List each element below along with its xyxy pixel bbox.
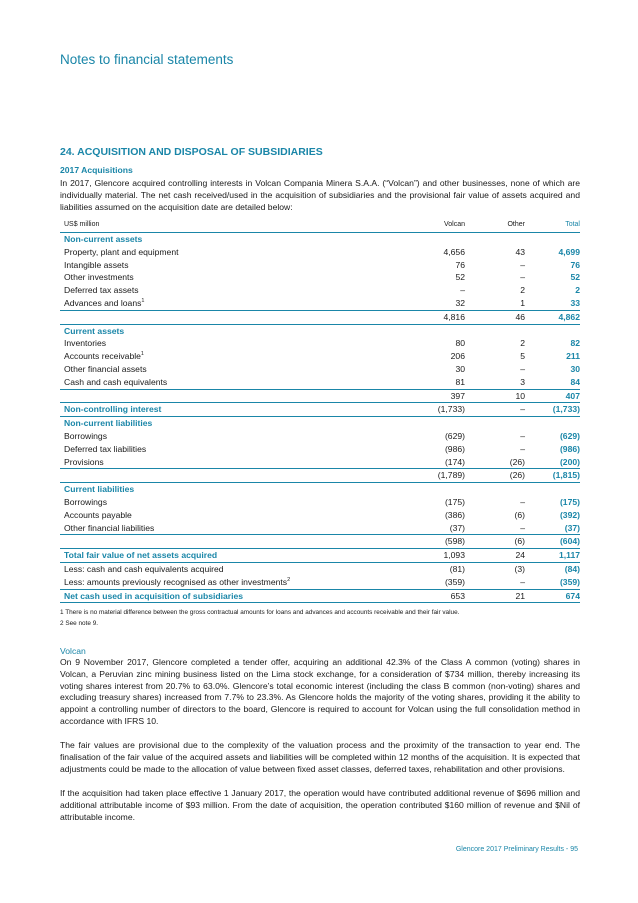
row-label-text: Other investments — [64, 272, 134, 283]
table-row — [60, 496, 580, 509]
row-label-text: Intangible assets — [64, 259, 129, 270]
row-label — [60, 233, 360, 246]
footnote: 1 There is no material difference between the gross contractual amounts for loans and advances and accounts receivable and their fair value. — [60, 609, 460, 616]
section-subhead: 2017 Acquisitions — [60, 165, 133, 175]
row-label — [60, 509, 360, 522]
row-label — [60, 337, 360, 350]
table-body — [60, 233, 580, 603]
table-row — [60, 509, 580, 522]
cell-total: 407 — [525, 389, 580, 403]
row-label — [60, 363, 360, 376]
cell-total: 1,117 — [525, 549, 580, 563]
row-label-text: Current liabilities — [64, 484, 135, 495]
footnote: 2 See note 9. — [60, 619, 99, 627]
cell-other: – — [520, 272, 525, 283]
cell-total: (629) — [559, 430, 580, 441]
table-row — [60, 310, 580, 324]
section-title: 24. ACQUISITION AND DISPOSAL OF SUBSIDIARIES — [60, 146, 323, 158]
cell-total: (604) — [525, 535, 580, 549]
cell-total — [525, 324, 580, 337]
cell-volcan: (174) — [444, 456, 465, 467]
cell-other: – — [520, 522, 525, 533]
column-header-label: US$ million — [60, 218, 360, 233]
cell-volcan: (629) — [444, 430, 465, 441]
cell-other: 5 — [520, 351, 525, 362]
cell-volcan: 76 — [455, 259, 465, 270]
page-header-title: Notes to financial statements — [60, 52, 234, 67]
cell-other: 10 — [465, 389, 525, 403]
cell-other: (26) — [509, 456, 525, 467]
cell-total: (359) — [559, 576, 580, 587]
volcan-paragraph: If the acquisition had taken place effective 1 January 2017, the operation would have contributed additional revenue of $696 million and additional attributable income of $93 million. From the date of acquisition, the operation contributed $160 million of revenue and $Nil of attributable income. — [60, 788, 580, 822]
cell-total — [525, 233, 580, 246]
cell-volcan: 4,656 — [443, 246, 465, 257]
cell-other — [465, 324, 525, 337]
acquisition-table — [60, 218, 580, 603]
cell-total: (986) — [559, 443, 580, 454]
row-label-text: Inventories — [64, 338, 107, 349]
row-label-text: Current assets — [64, 325, 125, 336]
cell-volcan: – — [460, 285, 465, 296]
cell-volcan: 81 — [455, 376, 465, 387]
row-label — [60, 469, 360, 483]
cell-volcan — [360, 417, 465, 430]
row-label — [60, 389, 360, 403]
row-label-text: Provisions — [64, 456, 104, 467]
row-label-text: Less: cash and cash equivalents acquired — [64, 563, 224, 574]
row-label — [60, 562, 360, 575]
cell-volcan: 4,816 — [360, 310, 465, 324]
row-label-text: Other financial assets — [64, 363, 147, 374]
cell-total: 211 — [566, 351, 580, 362]
cell-volcan: 397 — [360, 389, 465, 403]
cell-volcan: (1,733) — [360, 403, 465, 417]
row-label — [60, 324, 360, 337]
row-label — [60, 522, 360, 535]
table-row — [60, 233, 580, 246]
table-row — [60, 389, 580, 403]
row-label-text: Advances and loans — [64, 297, 142, 308]
table-row — [60, 297, 580, 310]
cell-other: 2 — [520, 285, 525, 296]
row-label — [60, 403, 360, 417]
row-label-text: Non-controlling interest — [64, 404, 162, 415]
cell-volcan: (359) — [444, 576, 465, 587]
row-label — [60, 297, 360, 310]
row-label — [60, 246, 360, 259]
cell-volcan: (386) — [444, 509, 465, 520]
cell-other: 24 — [465, 549, 525, 563]
row-label — [60, 549, 360, 563]
footnote-marker: 2 — [287, 576, 291, 583]
cell-other — [465, 417, 525, 430]
row-label — [60, 483, 360, 496]
volcan-paragraph: The fair values are provisional due to the complexity of the valuation process and the proximity of the transaction to year end. The finalisation of the fair value of the acquired assets and liabilities will be completed within 12 months of the acquisition. It is expected that adjustments could be made to the allocation of value between fixed asset classes, deferred taxes, rehabilitation and other provisions. — [60, 740, 580, 774]
table-row — [60, 443, 580, 456]
row-label-text: Borrowings — [64, 430, 107, 441]
cell-other: – — [520, 363, 525, 374]
row-label-text: Deferred tax liabilities — [64, 443, 147, 454]
row-label — [60, 417, 360, 430]
table-row — [60, 576, 580, 589]
cell-total: 30 — [570, 363, 580, 374]
cell-other — [465, 483, 525, 496]
row-label — [60, 271, 360, 284]
table-row — [60, 324, 580, 337]
row-label-text: Borrowings — [64, 496, 107, 507]
row-label-text: Less: amounts previously recognised as other investments — [64, 576, 288, 587]
row-label — [60, 576, 360, 589]
row-label — [60, 259, 360, 272]
row-label-text: Cash and cash equivalents — [64, 376, 168, 387]
cell-volcan: (986) — [444, 443, 465, 454]
cell-total: 4,862 — [525, 310, 580, 324]
cell-total: (37) — [564, 522, 580, 533]
cell-total: 4,699 — [558, 246, 580, 257]
row-label — [60, 310, 360, 324]
row-label-text: Accounts payable — [64, 509, 132, 520]
footnotes — [60, 608, 580, 629]
table-row — [60, 535, 580, 549]
table-row — [60, 284, 580, 297]
cell-other: 2 — [520, 338, 525, 349]
cell-volcan: 206 — [450, 351, 465, 362]
cell-total: 76 — [570, 259, 580, 270]
cell-total: (175) — [559, 496, 580, 507]
table-row — [60, 469, 580, 483]
cell-other: (3) — [514, 563, 525, 574]
footnote-marker: 1 — [141, 298, 145, 305]
cell-volcan — [360, 233, 465, 246]
cell-other: 46 — [465, 310, 525, 324]
table-row — [60, 483, 580, 496]
row-label-text: Non-current liabilities — [64, 418, 153, 429]
row-label — [60, 589, 360, 603]
column-header-other: Other — [465, 218, 525, 233]
cell-other: 3 — [520, 376, 525, 387]
cell-volcan: (37) — [449, 522, 465, 533]
row-label — [60, 535, 360, 549]
row-label-text: Non-current assets — [64, 234, 143, 244]
row-label-text: Property, plant and equipment — [64, 246, 179, 257]
row-label — [60, 443, 360, 456]
cell-total: (392) — [559, 509, 580, 520]
table-row — [60, 589, 580, 603]
row-label-text: Deferred tax assets — [64, 285, 139, 296]
row-label — [60, 376, 360, 389]
row-label-text: Accounts receivable — [64, 351, 141, 362]
cell-other — [465, 233, 525, 246]
row-label-text: Other financial liabilities — [64, 522, 155, 533]
cell-volcan: (598) — [360, 535, 465, 549]
cell-volcan: 1,093 — [360, 549, 465, 563]
column-header-volcan: Volcan — [360, 218, 465, 233]
table-header-row — [60, 218, 580, 233]
table-row — [60, 271, 580, 284]
table-row — [60, 562, 580, 575]
cell-other: 1 — [520, 297, 525, 308]
cell-volcan: 80 — [455, 338, 465, 349]
cell-volcan: (1,789) — [360, 469, 465, 483]
cell-total: 52 — [570, 272, 580, 283]
row-label-text: Net cash used in acquisition of subsidiaries — [64, 590, 244, 601]
cell-total: 84 — [570, 376, 580, 387]
cell-volcan — [360, 483, 465, 496]
row-label — [60, 350, 360, 363]
row-label — [60, 430, 360, 443]
cell-other: – — [520, 430, 525, 441]
cell-total: (200) — [559, 456, 580, 467]
page-footer: Glencore 2017 Preliminary Results - 95 — [455, 846, 578, 853]
cell-other: – — [520, 496, 525, 507]
row-label — [60, 456, 360, 469]
cell-volcan: 653 — [360, 589, 465, 603]
table-row — [60, 246, 580, 259]
row-label — [60, 496, 360, 509]
cell-other: (6) — [514, 509, 525, 520]
cell-total: 33 — [570, 297, 580, 308]
intro-paragraph: In 2017, Glencore acquired controlling interests in Volcan Compania Minera S.A.A. (“Volcan”) and other businesses, none of which are individually material. The net cash received/used in the acquisition of subsidiaries and the provisional fair value of assets acquired and liabilities assumed on the acquisition date are detailed below: — [60, 178, 580, 213]
table-row — [60, 350, 580, 363]
cell-total: 2 — [575, 285, 580, 296]
cell-other: (26) — [465, 469, 525, 483]
volcan-heading: Volcan — [60, 646, 86, 656]
row-label-text: Total fair value of net assets acquired — [64, 550, 218, 561]
row-label — [60, 284, 360, 297]
cell-volcan: 30 — [455, 363, 465, 374]
cell-other: (6) — [465, 535, 525, 549]
cell-volcan: (175) — [444, 496, 465, 507]
cell-other: – — [520, 259, 525, 270]
table-row — [60, 403, 580, 417]
cell-other: – — [520, 443, 525, 454]
cell-other: – — [520, 576, 525, 587]
cell-total — [525, 483, 580, 496]
table-row — [60, 337, 580, 350]
cell-volcan — [360, 324, 465, 337]
column-header-total: Total — [525, 218, 580, 233]
table-row — [60, 430, 580, 443]
cell-total: (1,733) — [525, 403, 580, 417]
table-row — [60, 376, 580, 389]
cell-total: (84) — [564, 563, 580, 574]
table-row — [60, 522, 580, 535]
cell-volcan: (81) — [449, 563, 465, 574]
cell-total: 674 — [525, 589, 580, 603]
cell-other: – — [465, 403, 525, 417]
table-row — [60, 259, 580, 272]
cell-total — [525, 417, 580, 430]
table-row — [60, 363, 580, 376]
cell-volcan: 32 — [455, 297, 465, 308]
footnote-marker: 1 — [140, 351, 144, 358]
table-row — [60, 417, 580, 430]
cell-other: 21 — [465, 589, 525, 603]
cell-other: 43 — [515, 246, 525, 257]
cell-volcan: 52 — [455, 272, 465, 283]
table-row — [60, 549, 580, 563]
table-row — [60, 456, 580, 469]
cell-total: (1,815) — [525, 469, 580, 483]
volcan-paragraph: On 9 November 2017, Glencore completed a tender offer, acquiring an additional 42.3% of the Class A common (voting) shares in Volcan, a Peruvian zinc mining business listed on the Lima stock exchange, for a consideration of $734 million, thereby increasing its voting shares interest from 20.7% to 63.0%. Glencore’s total economic interest (including the class B common (non-voting) shares and excluding treasury shares) increased from 7.7% to 23.3%. As Glencore holds the majority of the voting shares, providing it the ability to appoint a controlling number of directors to the board, Glencore is required to account for Volcan using the full consolidation method in accordance with IFRS 10. — [60, 657, 580, 726]
cell-total: 82 — [570, 338, 580, 349]
